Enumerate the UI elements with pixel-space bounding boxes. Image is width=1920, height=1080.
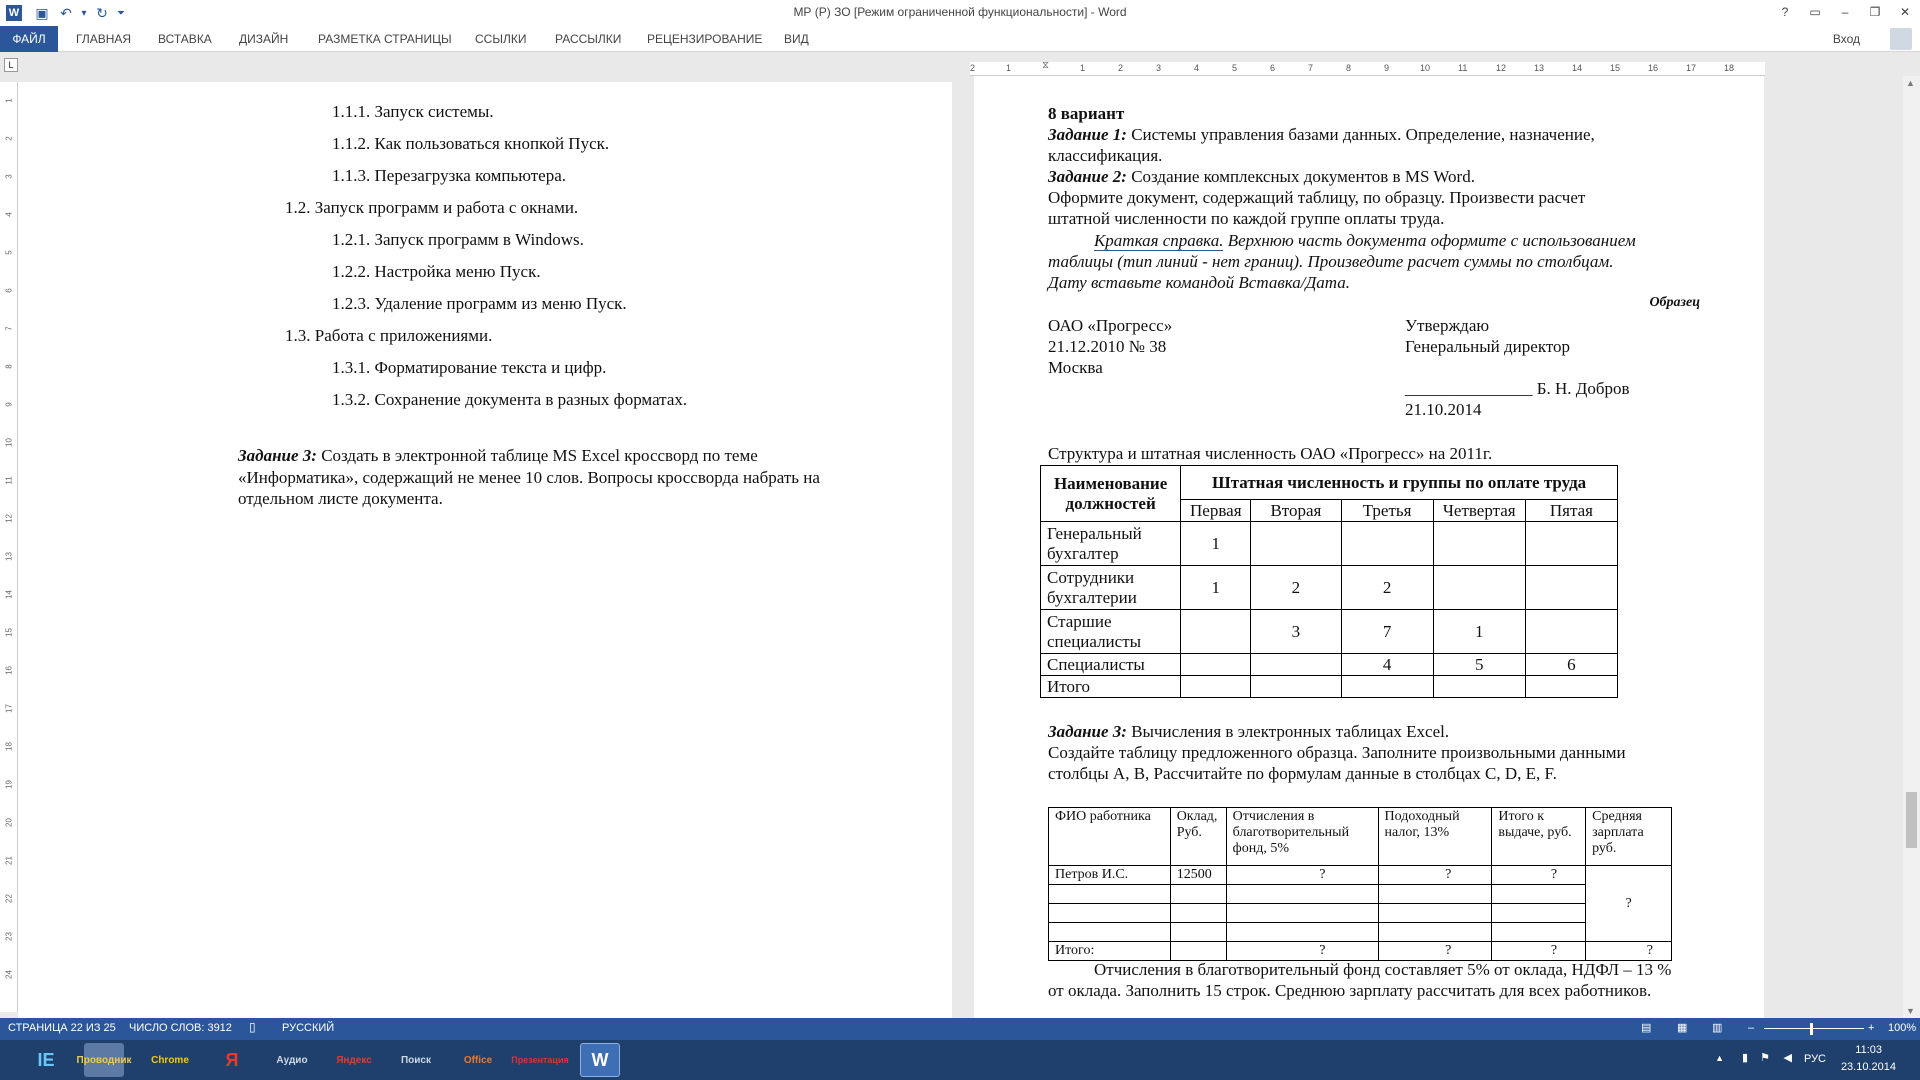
- list-item: 1.2.2. Настройка меню Пуск.: [332, 262, 541, 281]
- table-row: [1041, 610, 1618, 654]
- table-cell: ?: [1492, 942, 1586, 961]
- clock-date[interactable]: 23.10.2014: [1840, 1061, 1896, 1073]
- ruler-tick: 22: [4, 894, 14, 903]
- page-left[interactable]: [18, 82, 952, 1018]
- tab-page-layout[interactable]: РАЗМЕТКА СТРАНИЦЫ: [318, 32, 452, 46]
- ruler-tick: 8: [4, 364, 14, 369]
- audio-icon[interactable]: Аудио: [276, 1054, 308, 1066]
- approve-text: Утверждаю: [1405, 316, 1490, 335]
- table-cell: 4: [1341, 654, 1433, 676]
- ruler-tick: 7: [1308, 63, 1314, 73]
- footer-text: от оклада. Заполнить 15 строк. Среднюю зарплату рассчитать для всех работников.: [1048, 981, 1652, 1000]
- ruler-tick: 7: [4, 326, 14, 331]
- table-row: [1049, 923, 1672, 942]
- ruler-tick: 2: [970, 63, 976, 73]
- city: Москва: [1048, 358, 1103, 377]
- table-cell: [1525, 676, 1617, 698]
- table-cell: Итого: [1041, 676, 1181, 698]
- tab-mailings[interactable]: РАССЫЛКИ: [555, 32, 622, 46]
- task3-line: [238, 446, 900, 466]
- word-logo-icon: W: [6, 5, 22, 21]
- web-layout-icon[interactable]: ▥: [1712, 1022, 1723, 1034]
- table-header: Штатная численность и группы по оплате труда: [1181, 466, 1618, 500]
- structure-title: Структура и штатная численность ОАО «Прогресс» на 2011г.: [1048, 444, 1493, 463]
- table-cell: 1: [1433, 610, 1525, 654]
- scrollbar-thumb[interactable]: [1906, 792, 1917, 848]
- task3-text: Создать в электронной таблице MS Excel кроссворд по теме: [316, 446, 758, 465]
- title-bar: [0, 0, 1920, 26]
- doc-number: 21.12.2010 № 38: [1048, 337, 1167, 356]
- table-cell: 6: [1525, 654, 1617, 676]
- table-cell: Генеральный бухгалтер: [1041, 522, 1181, 566]
- table-cell: ?: [1226, 942, 1378, 961]
- presentation-icon[interactable]: Презентация: [511, 1055, 569, 1065]
- table-cell: ?: [1586, 942, 1672, 961]
- ruler-tick: 5: [1232, 63, 1238, 73]
- tab-view[interactable]: ВИД: [784, 32, 809, 46]
- help-button[interactable]: ?: [1781, 5, 1789, 19]
- list-item: 1.2.3. Удаление программ из меню Пуск.: [332, 294, 627, 313]
- salary-table[interactable]: [1048, 807, 1672, 961]
- window-controls: [1770, 0, 1920, 26]
- director-title: Генеральный директор: [1405, 337, 1571, 356]
- close-button[interactable]: ✕: [1899, 5, 1911, 19]
- ruler-tick: 11: [4, 476, 14, 485]
- task2-label: Задание 2:: [1048, 167, 1127, 186]
- ruler-tick: 19: [4, 780, 14, 789]
- table-cell: ?: [1586, 866, 1672, 942]
- ruler-tick: 24: [4, 970, 14, 979]
- table-cell: [1251, 522, 1341, 566]
- table-cell: ?: [1378, 866, 1492, 885]
- minimize-button[interactable]: –: [1841, 5, 1849, 19]
- ruler-tick: 20: [4, 818, 14, 827]
- task1-text: классификация.: [1048, 146, 1163, 165]
- ruler-tick: 9: [1384, 63, 1390, 73]
- print-layout-icon[interactable]: ▦: [1677, 1022, 1688, 1034]
- search-icon[interactable]: Поиск: [400, 1054, 431, 1066]
- table-cell: [1181, 654, 1251, 676]
- task2-text: Создание комплексных документов в MS Word.: [1126, 167, 1475, 186]
- table-cell: 2: [1251, 566, 1341, 610]
- ruler-tick: 1: [1006, 63, 1012, 73]
- task3-text: столбцы А, В, Рассчитайте по формулам данные в столбцах C, D, E, F.: [1048, 764, 1557, 783]
- task3-label: Задание 3:: [238, 446, 317, 465]
- sample-label: Образец: [1649, 295, 1700, 310]
- zoom-level[interactable]: 100%: [1888, 1022, 1917, 1034]
- vertical-ruler[interactable]: [0, 82, 18, 1012]
- avatar[interactable]: [1890, 28, 1912, 50]
- table-row: [1049, 885, 1672, 904]
- table-header: Четвертая: [1433, 500, 1525, 522]
- ruler-tick: 4: [1194, 63, 1200, 73]
- table-header: Оклад, Руб.: [1170, 808, 1226, 866]
- ruler-tick: 5: [4, 250, 14, 255]
- chrome-icon[interactable]: Chrome: [151, 1054, 189, 1066]
- tab-file[interactable]: ФАЙЛ: [0, 26, 58, 52]
- table-cell: [1341, 676, 1433, 698]
- list-item: 1.2.1. Запуск программ в Windows.: [332, 230, 584, 249]
- task2-text: штатной численности по каждой группе оплаты труда.: [1048, 209, 1445, 228]
- task3-line: «Информатика», содержащий не менее 10 слов. Вопросы кроссворда набрать на: [238, 468, 820, 487]
- table-cell: ?: [1378, 942, 1492, 961]
- ruler-tick: 6: [4, 288, 14, 293]
- redo-icon[interactable]: ↻: [96, 4, 108, 21]
- table-header: Вторая: [1251, 500, 1341, 522]
- proofing-icon[interactable]: ▯: [249, 1020, 256, 1034]
- table-cell: 5: [1433, 654, 1525, 676]
- table-cell: [1433, 566, 1525, 610]
- undo-icon[interactable]: ↶: [60, 4, 72, 21]
- ruler-tick: 11: [1458, 63, 1468, 73]
- ruler-tick: 6: [1270, 63, 1276, 73]
- ruler-tick: 17: [1686, 63, 1697, 73]
- ruler-tick: 14: [1572, 63, 1583, 73]
- table-cell: [1525, 522, 1617, 566]
- table-header: Наименование должностей: [1041, 466, 1181, 522]
- task3-text: Создайте таблицу предложенного образца. Заполните произвольными данными: [1048, 743, 1626, 762]
- ruler-tick: 23: [4, 932, 14, 941]
- ruler-tick: 12: [4, 514, 14, 523]
- task2-text: Оформите документ, содержащий таблицу, по образцу. Произвести расчет: [1048, 188, 1586, 207]
- tab-review[interactable]: РЕЦЕНЗИРОВАНИЕ: [647, 32, 763, 46]
- network-icon[interactable]: ▮: [1741, 1052, 1748, 1064]
- reference-label: Краткая справка.: [1094, 231, 1224, 250]
- ruler-tick: 3: [1156, 63, 1162, 73]
- task1-label: Задание 1:: [1048, 125, 1127, 144]
- table-cell: 1: [1181, 566, 1251, 610]
- table-cell: [1525, 566, 1617, 610]
- page-right[interactable]: [974, 76, 1764, 1018]
- clock-time[interactable]: 11:03: [1855, 1044, 1882, 1056]
- language-indicator[interactable]: РУССКИЙ: [282, 1022, 335, 1034]
- yandex-icon[interactable]: Я: [225, 1049, 239, 1070]
- variant-heading: 8 вариант: [1048, 104, 1125, 123]
- ruler-tick: 10: [1420, 63, 1431, 73]
- ruler-tick: 1: [4, 98, 14, 103]
- ruler-tick: 21: [4, 856, 14, 865]
- table-cell: 2: [1341, 566, 1433, 610]
- list-item: 1.2. Запуск программ и работа с окнами.: [285, 198, 579, 217]
- table-row: [1041, 522, 1618, 566]
- table-cell: ?: [1226, 866, 1378, 885]
- ruler-tick: 8: [1346, 63, 1352, 73]
- table-row: [1049, 942, 1672, 961]
- page-counter[interactable]: СТРАНИЦА 22 ИЗ 25: [8, 1022, 116, 1034]
- office-icon[interactable]: Office: [463, 1054, 493, 1066]
- horizontal-ruler[interactable]: [970, 62, 1765, 76]
- table-cell: Петров И.С.: [1049, 866, 1171, 885]
- list-item: 1.3. Работа с приложениями.: [285, 326, 493, 345]
- table-header: ФИО работника: [1049, 808, 1171, 866]
- table-cell: ?: [1492, 866, 1586, 885]
- zoom-slider-thumb[interactable]: [1810, 1023, 1813, 1035]
- list-item: 1.1.1. Запуск системы.: [332, 102, 494, 121]
- ie-icon[interactable]: IE: [37, 1049, 55, 1070]
- undo-dropdown-icon[interactable]: ▾: [81, 7, 87, 19]
- word-count[interactable]: ЧИСЛО СЛОВ: 3912: [129, 1022, 232, 1034]
- zoom-out-button[interactable]: –: [1748, 1022, 1755, 1034]
- save-icon[interactable]: ▣: [35, 4, 49, 21]
- task3-line: отдельном листе документа.: [238, 489, 443, 508]
- ruler-tick: 2: [1118, 63, 1124, 73]
- footer-text: Отчисления в благотворительный фонд составляет 5% от оклада, НДФЛ – 13 %: [1094, 960, 1672, 979]
- ruler-tick: 1: [1080, 63, 1086, 73]
- scroll-down-icon[interactable]: ▼: [1906, 1006, 1915, 1016]
- restore-button[interactable]: ❐: [1869, 5, 1881, 19]
- tab-home[interactable]: ГЛАВНАЯ: [76, 32, 132, 46]
- tab-selector[interactable]: L: [4, 58, 18, 72]
- tab-design[interactable]: ДИЗАЙН: [239, 32, 289, 46]
- table-cell: 1: [1181, 522, 1251, 566]
- tab-insert[interactable]: ВСТАВКА: [158, 32, 212, 46]
- table-cell: Специалисты: [1041, 654, 1181, 676]
- ribbon-tabs: [0, 26, 1920, 52]
- table-cell: [1341, 522, 1433, 566]
- status-bar: [0, 1018, 1920, 1040]
- list-item: 1.3.2. Сохранение документа в разных форматах.: [332, 390, 688, 409]
- table-cell: [1181, 610, 1251, 654]
- table-header: Отчисления в благотворительный фонд, 5%: [1226, 808, 1378, 866]
- table-cell: [1170, 942, 1226, 961]
- table-cell: [1181, 676, 1251, 698]
- word-taskbar-icon[interactable]: W: [580, 1043, 620, 1077]
- taskbar: [0, 1040, 1920, 1080]
- tab-references[interactable]: ССЫЛКИ: [475, 32, 527, 46]
- table-cell: [1433, 676, 1525, 698]
- language-indicator[interactable]: РУС: [1803, 1053, 1826, 1065]
- table-header: Средняя зарплата руб.: [1586, 808, 1672, 866]
- ruler-tick: 9: [4, 402, 14, 407]
- volume-icon[interactable]: ◀: [1783, 1052, 1792, 1064]
- read-mode-icon[interactable]: ▤: [1641, 1022, 1652, 1034]
- ruler-tick: 15: [1610, 63, 1621, 73]
- reference-text: Верхнюю часть документа оформите с использованием: [1223, 231, 1636, 250]
- ruler-tick: 13: [1534, 63, 1545, 73]
- tray-expand-icon[interactable]: ▲: [1715, 1053, 1724, 1063]
- indent-marker-icon[interactable]: ⧖: [1042, 60, 1050, 71]
- ruler-tick: 18: [4, 742, 14, 751]
- staff-table[interactable]: [1040, 465, 1618, 698]
- table-row: [1041, 654, 1618, 676]
- table-header: Третья: [1341, 500, 1433, 522]
- table-cell: [1525, 610, 1617, 654]
- sign-date: 21.10.2014: [1405, 400, 1482, 419]
- table-cell: Старшие специалисты: [1041, 610, 1181, 654]
- table-cell: 12500: [1170, 866, 1226, 885]
- list-item: 1.1.2. Как пользоваться кнопкой Пуск.: [332, 134, 610, 153]
- ribbon-display-button[interactable]: ▭: [1809, 5, 1821, 19]
- explorer-icon[interactable]: Проводник: [84, 1043, 124, 1077]
- ruler-tick: 10: [4, 438, 14, 447]
- ruler-tick: 3: [4, 174, 14, 179]
- table-header: Первая: [1181, 500, 1251, 522]
- ruler-tick: 4: [4, 212, 14, 217]
- ruler-tick: 15: [4, 628, 14, 637]
- table-cell: 3: [1251, 610, 1341, 654]
- window-title: МР (Р) ЗО [Режим ограниченной функциональности] - Word: [793, 5, 1127, 19]
- flag-icon[interactable]: ⚑: [1760, 1052, 1770, 1064]
- sign-in-link[interactable]: Вход: [1832, 32, 1860, 46]
- table-row: [1041, 676, 1618, 698]
- table-header: Подоходный налог, 13%: [1378, 808, 1492, 866]
- zoom-slider-track[interactable]: [1764, 1028, 1864, 1029]
- table-cell: 7: [1341, 610, 1433, 654]
- org-name: ОАО «Прогресс»: [1048, 316, 1173, 335]
- reference-text: Дату вставьте командой Вставка/Дата.: [1048, 273, 1350, 292]
- ruler-tick: 16: [4, 666, 14, 675]
- list-item: 1.3.1. Форматирование текста и цифр.: [332, 358, 607, 377]
- task3-text: Вычисления в электронных таблицах Excel.: [1126, 722, 1450, 741]
- ruler-tick: 2: [4, 136, 14, 141]
- zoom-in-button[interactable]: +: [1868, 1022, 1875, 1034]
- ruler-tick: 17: [4, 704, 14, 713]
- table-cell: Сотрудники бухгалтерии: [1041, 566, 1181, 610]
- table-cell: [1433, 522, 1525, 566]
- table-row: [1049, 866, 1672, 885]
- table-row: [1049, 904, 1672, 923]
- yandex-browser-icon[interactable]: Яндекс: [336, 1054, 372, 1066]
- table-cell: [1251, 654, 1341, 676]
- ruler-tick: 13: [4, 552, 14, 561]
- reference-text: таблицы (тип линий - нет границ). Произведите расчет суммы по столбцам.: [1048, 252, 1614, 271]
- customize-qat-icon[interactable]: ⏷: [117, 7, 125, 19]
- ruler-tick: 12: [1496, 63, 1507, 73]
- table-row: [1041, 566, 1618, 610]
- scroll-up-icon[interactable]: ▲: [1906, 78, 1915, 88]
- ruler-tick: 18: [1724, 63, 1735, 73]
- signature-line: _______________ Б. Н. Добров: [1405, 379, 1630, 398]
- task3-label: Задание 3:: [1048, 722, 1127, 741]
- list-item: 1.1.3. Перезагрузка компьютера.: [332, 166, 567, 185]
- vertical-scrollbar[interactable]: [1903, 76, 1920, 1018]
- task1-text: Системы управления базами данных. Определение, назначение,: [1126, 125, 1595, 144]
- table-header: Пятая: [1525, 500, 1617, 522]
- ruler-tick: 16: [1648, 63, 1659, 73]
- table-cell: Итого:: [1049, 942, 1171, 961]
- ruler-tick: 14: [4, 590, 14, 599]
- table-cell: [1251, 676, 1341, 698]
- table-header: Итого к выдаче, руб.: [1492, 808, 1586, 866]
